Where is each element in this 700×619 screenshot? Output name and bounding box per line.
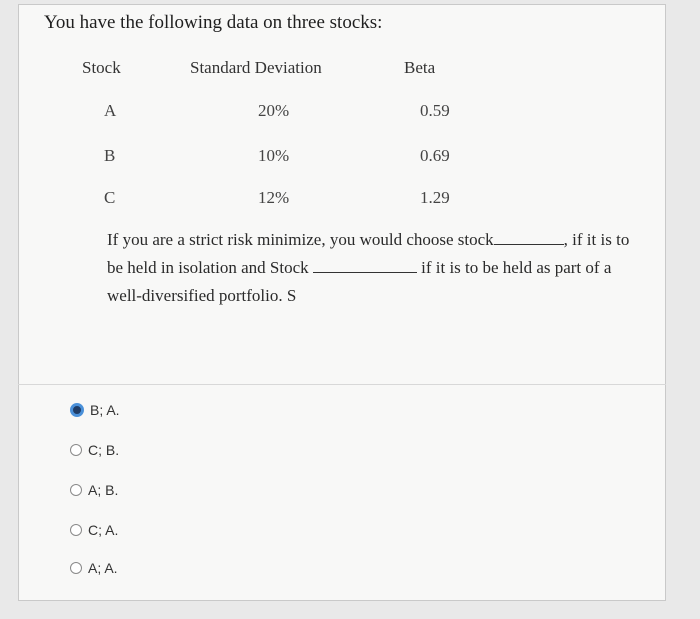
option-c-a[interactable] [70,522,118,538]
cell-beta: 0.59 [420,101,450,120]
radio-selected-icon[interactable] [70,403,84,417]
option-label: C; A. [88,522,119,538]
option-label: C; B. [88,442,120,458]
cell-std-dev: 12% [258,188,290,207]
option-label: A; A. [88,560,118,576]
option-label: A; B. [88,482,119,498]
radio-icon[interactable] [70,524,82,536]
option-c-b[interactable] [70,442,119,458]
header-standard-deviation: Standard Deviation [190,58,322,77]
cell-stock: C [104,188,116,207]
question-line2-start: be held in isolation and Stock [107,258,309,277]
cell-stock: A [104,101,117,120]
divider [18,384,666,385]
cell-std-dev: 20% [258,101,290,120]
radio-icon[interactable] [70,444,82,456]
cell-beta: 1.29 [420,188,450,207]
radio-icon[interactable] [70,484,82,496]
header-beta: Beta [404,58,436,77]
question-line3: well-diversified portfolio. S [107,286,297,305]
radio-icon[interactable] [70,562,82,574]
cell-beta: 0.69 [420,146,450,165]
option-b-a[interactable] [70,402,120,418]
question-line1-start: If you are a strict risk minimize, you would choose stock [107,230,494,249]
cell-std-dev: 10% [258,146,290,165]
answer-blank-2 [313,254,417,273]
cell-stock: B [104,146,116,165]
answer-blank-1 [494,226,564,245]
option-label: B; A. [90,402,120,418]
question-line1-end: , if it is to [563,230,630,249]
question-line2-end: if it is to be held as part of a [421,258,612,277]
question-text [107,226,652,310]
intro-text: You have the following data on three stocks: [44,12,383,33]
option-a-a[interactable] [70,560,118,576]
header-stock: Stock [82,58,121,77]
option-a-b[interactable] [70,482,118,498]
